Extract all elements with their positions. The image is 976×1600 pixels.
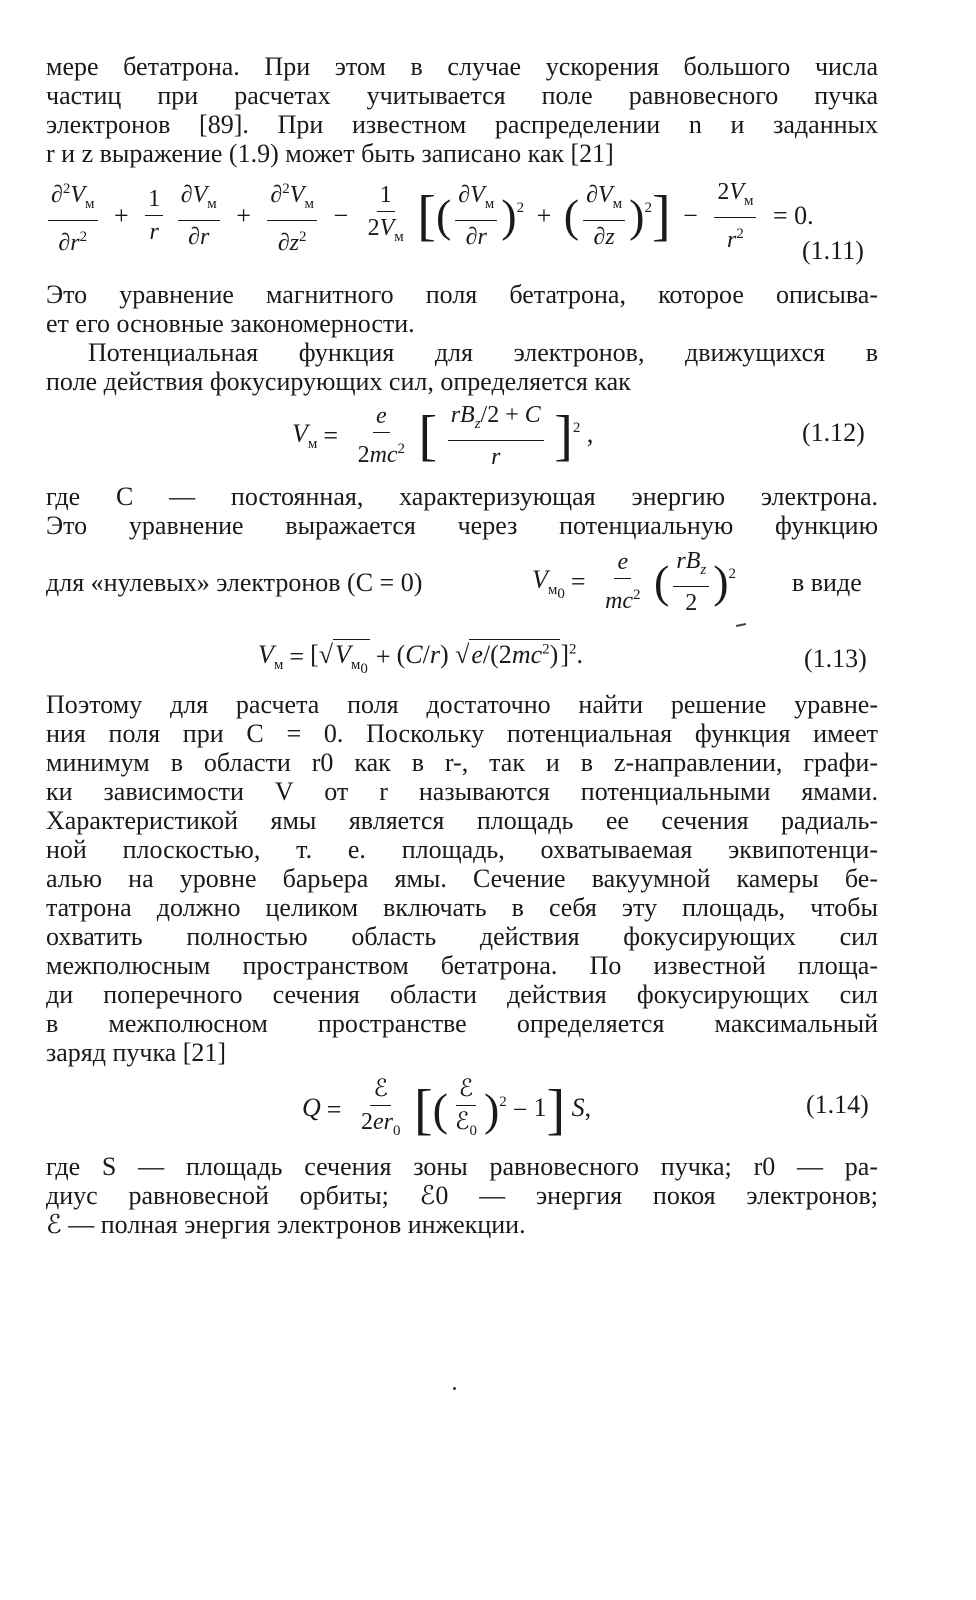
text-line: где C — постоянная, характеризующая энергию электрона. <box>46 482 878 511</box>
text-line: Поэтому для расчета поля достаточно найти решение уравне- <box>46 690 878 719</box>
paragraph-2 <box>46 280 878 338</box>
paragraph-6 <box>46 1152 878 1239</box>
inline-text-in-form: в виде <box>792 568 862 597</box>
text-line: алью на уровне барьера ямы. Сечение вакуумной камеры бе- <box>46 864 878 893</box>
print-mark <box>736 623 746 627</box>
text-line: ния поля при C = 0. Поскольку потенциальная функция имеет <box>46 719 878 748</box>
print-speck <box>453 1387 456 1390</box>
equation-zero-electron-potential: $V_{м_0}$ = $\frac{e}{mc^2}$ ( $\frac{rB_z}{2}$ )$^2$ <box>532 548 737 616</box>
text-line: мере бетатрона. При этом в случае ускорения большого числа <box>46 52 878 81</box>
equation-1-12: $V_м$ = $\frac{e}{2mc^2}$ [ $\frac{rB_z/2 + C}{r}$ ]$^2$ , <box>292 402 594 470</box>
text-line: r и z выражение (1.9) может быть записано как [21] <box>46 139 614 168</box>
text-line: Потенциальная функция для электронов, движущихся в <box>88 338 878 367</box>
text-line: татрона должно целиком включать в себя эту площадь, чтобы <box>46 893 878 922</box>
text-line: Это уравнение выражается через потенциальную функцию <box>46 511 878 540</box>
inline-text-zero-electrons: для «нулевых» электронов (C = 0) <box>46 568 423 597</box>
paragraph-1 <box>46 52 878 168</box>
text-line: ℰ — полная энергия электронов инжекции. <box>46 1210 526 1239</box>
equation-1-14: Q = $\frac{\text{ℰ}}{2er_0}$ [( $\frac{\text{ℰ}}{ℰ_0}$ )$^2$ − 1] S, <box>302 1076 592 1141</box>
text-line: минимум в области r0 как в r-, так и в z-направлении, графи- <box>46 748 878 777</box>
text-line: ет его основные закономерности. <box>46 309 415 338</box>
text-line: Характеристикой ямы является площадь ее сечения радиаль- <box>46 806 878 835</box>
text-line: диус равновесной орбиты; ℰ0 — энергия покоя электронов; <box>46 1181 878 1210</box>
text-line: ди поперечного сечения области действия фокусирующих сил <box>46 980 878 1009</box>
text-line: Это уравнение магнитного поля бетатрона, которое описыва- <box>46 280 878 309</box>
paragraph-3 <box>46 338 878 396</box>
text-line: заряд пучка [21] <box>46 1038 227 1067</box>
text-line: ки зависимости V от r называются потенциальными ямами. <box>46 777 878 806</box>
text-line: частиц при расчетах учитывается поле равновесного пучка <box>46 81 878 110</box>
text-line: межполюсным пространством бетатрона. По известной площа- <box>46 951 878 980</box>
text-line: ной плоскостью, т. е. площадь, охватываемая эквипотенци- <box>46 835 878 864</box>
equation-number-1-14: (1.14) <box>806 1090 869 1119</box>
text-line: поле действия фокусирующих сил, определяется как <box>46 367 631 396</box>
paragraph-4 <box>46 482 878 540</box>
text-line: в межполюсном пространстве определяется максимальный <box>46 1009 878 1038</box>
text-line: электронов [89]. При известном распределении n и заданных <box>46 110 878 139</box>
equation-1-13: $V_м = [√V_{м_0} + (C/r)$ $√e/(2mc^2)]^2$. <box>258 640 583 678</box>
equation-number-1-13: (1.13) <box>804 644 867 673</box>
equation-1-11: $\frac{\partial^2V_м}{\partial r^2}$ + $\frac{1}{r}$ $\frac{\partial V_м}{\partial r}$ + $\frac{\partial^2V_м}{\partial z^2}$ − $\frac{1}{2V_м}$ [( $\frac{\partial V_м}{\partial r}$ )$^2$ + ( $\frac{\partial V_м}{\partial z}$ )$^2$] − $\frac{2V_м}{r^2}$ = 0. <box>44 176 820 256</box>
paragraph-5 <box>46 690 878 1067</box>
text-line: охватить полностью область действия фокусирующих сил <box>46 922 878 951</box>
equation-number-1-12: (1.12) <box>802 418 865 447</box>
text-line: где S — площадь сечения зоны равновесного пучка; r0 — ра- <box>46 1152 878 1181</box>
equation-number-1-11: (1.11) <box>802 236 864 265</box>
